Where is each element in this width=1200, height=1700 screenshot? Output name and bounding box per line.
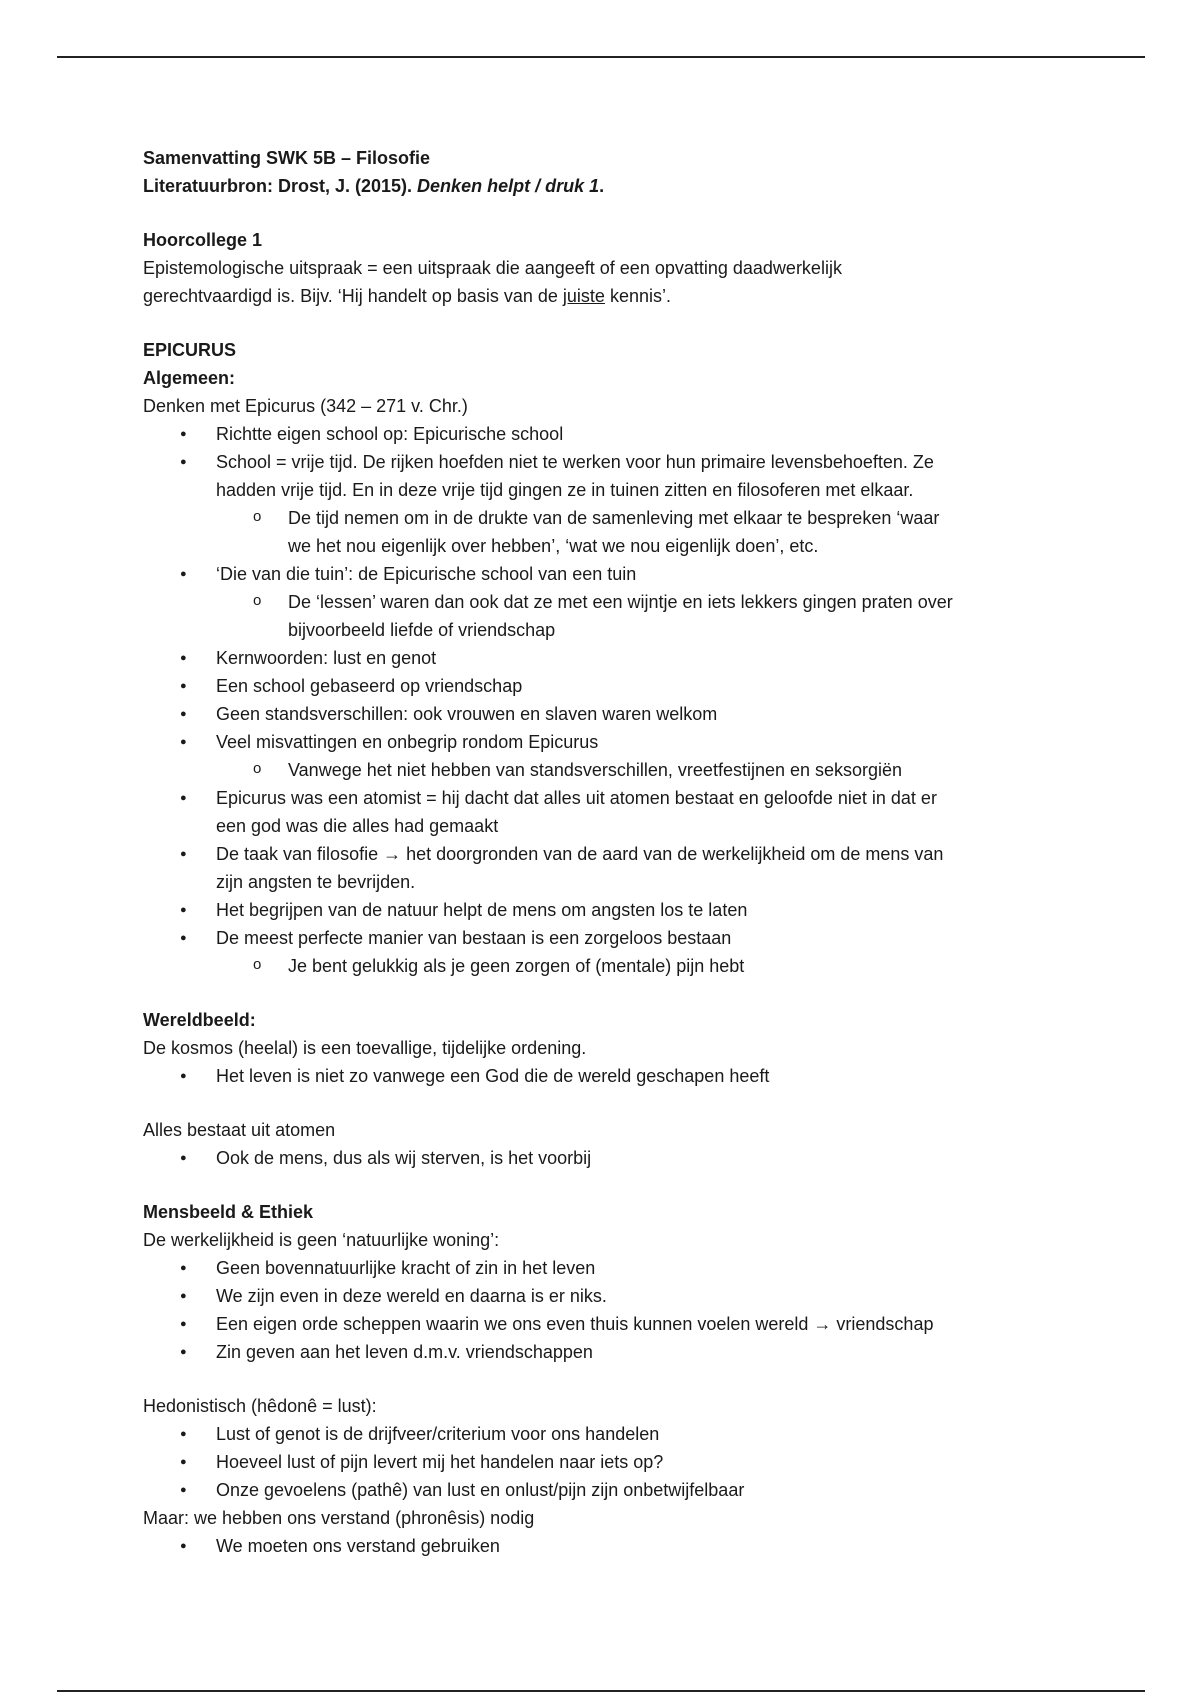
document-title: Samenvatting SWK 5B – Filosofie (143, 148, 431, 168)
document-body (143, 144, 1063, 1560)
paragraph-line: gerechtvaardigd is. Bijv. ‘Hij handelt op basis van de juiste kennis’. (143, 286, 671, 306)
paragraph-line: Maar: we hebben ons verstand (phronêsis) nodig (143, 1508, 535, 1528)
sub-list-item: o De tijd nemen om in de drukte van de samenleving met elkaar te bespreken ‘waar we het nou eigenlijk over hebben’, ‘wat we nou eigenlijk doen’, etc. (143, 504, 1063, 560)
list-item: ● ‘Die van die tuin’: de Epicurische school van een tuin (143, 560, 1063, 588)
list-item: ● Ook de mens, dus als wij sterven, is het voorbij (143, 1144, 1063, 1172)
list-item: ● Hoeveel lust of pijn levert mij het handelen naar iets op? (143, 1448, 1063, 1476)
list-item: ● School = vrije tijd. De rijken hoefden niet te werken voor hun primaire levensbehoeften. Ze hadden vrije tijd. En in deze vrije tijd gingen ze in tuinen zitten en filosoferen met elkaar. (143, 448, 1063, 504)
list-item: ● Het leven is niet zo vanwege een God die de wereld geschapen heeft (143, 1062, 1063, 1090)
list-item: ● Zin geven aan het leven d.m.v. vriendschappen (143, 1338, 1063, 1366)
list-item: ● Veel misvattingen en onbegrip rondom Epicurus (143, 728, 1063, 756)
bullet-list-algemeen (143, 420, 1063, 980)
list-item: ● Het begrijpen van de natuur helpt de mens om angsten los te laten (143, 896, 1063, 924)
paragraph-line: Denken met Epicurus (342 – 271 v. Chr.) (143, 396, 468, 416)
list-item: ● Epicurus was een atomist = hij dacht dat alles uit atomen bestaat en geloofde niet in dat er een god was die alles had gemaakt (143, 784, 1063, 840)
paragraph-line: Alles bestaat uit atomen (143, 1120, 336, 1140)
list-item: ● Een school gebaseerd op vriendschap (143, 672, 1063, 700)
underlined-word: juiste (562, 286, 605, 306)
sub-list-item: o Vanwege het niet hebben van standsverschillen, vreetfestijnen en seksorgiën (143, 756, 1063, 784)
sub-list-item: o De ‘lessen’ waren dan ook dat ze met een wijntje en iets lekkers gingen praten over bijvoorbeeld liefde of vriendschap (143, 588, 1063, 644)
bullet-list-mensbeeld (143, 1254, 1063, 1366)
list-item: ● Lust of genot is de drijfveer/criterium voor ons handelen (143, 1420, 1063, 1448)
subheading-mensbeeld: Mensbeeld & Ethiek (143, 1202, 314, 1222)
list-item: ● Een eigen orde scheppen waarin we ons even thuis kunnen voelen wereld → vriendschap (143, 1310, 1063, 1338)
paragraph-line: Hedonistisch (hêdonê = lust): (143, 1396, 377, 1416)
list-item: ● De meest perfecte manier van bestaan is een zorgeloos bestaan (143, 924, 1063, 952)
footer-rule (57, 1690, 1145, 1692)
list-item: ● Geen standsverschillen: ook vrouwen en slaven waren welkom (143, 700, 1063, 728)
list-item: ● Geen bovennatuurlijke kracht of zin in het leven (143, 1254, 1063, 1282)
literature-source: Literatuurbron: Drost, J. (2015). Denken helpt / druk 1. (143, 176, 605, 196)
book-title: Denken helpt / druk 1 (417, 176, 600, 196)
section-heading-hoorcollege: Hoorcollege 1 (143, 230, 263, 250)
sub-list-item: o Je bent gelukkig als je geen zorgen of (mentale) pijn hebt (143, 952, 1063, 980)
paragraph-line: Epistemologische uitspraak = een uitspraak die aangeeft of een opvatting daadwerkelijk (143, 258, 842, 278)
paragraph-line: De werkelijkheid is geen ‘natuurlijke woning’: (143, 1230, 500, 1250)
paragraph-line: De kosmos (heelal) is een toevallige, tijdelijke ordening. (143, 1038, 587, 1058)
bullet-list-wereldbeeld (143, 1062, 1063, 1090)
subheading-algemeen: Algemeen: (143, 368, 236, 388)
bullet-list-verstand (143, 1532, 1063, 1560)
list-item: ● De taak van filosofie → het doorgronden van de aard van de werkelijkheid om de mens van zijn angsten te bevrijden. (143, 840, 1063, 896)
section-heading-epicurus: EPICURUS (143, 340, 237, 360)
list-item: ● Richtte eigen school op: Epicurische school (143, 420, 1063, 448)
bullet-list-atomen (143, 1144, 1063, 1172)
list-item: ● We moeten ons verstand gebruiken (143, 1532, 1063, 1560)
list-item: ● Kernwoorden: lust en genot (143, 644, 1063, 672)
subheading-wereldbeeld: Wereldbeeld: (143, 1010, 256, 1030)
bullet-list-hedonistisch (143, 1420, 1063, 1504)
list-item: ● Onze gevoelens (pathê) van lust en onlust/pijn zijn onbetwijfelbaar (143, 1476, 1063, 1504)
list-item: ● We zijn even in deze wereld en daarna is er niks. (143, 1282, 1063, 1310)
header-rule (57, 56, 1145, 58)
